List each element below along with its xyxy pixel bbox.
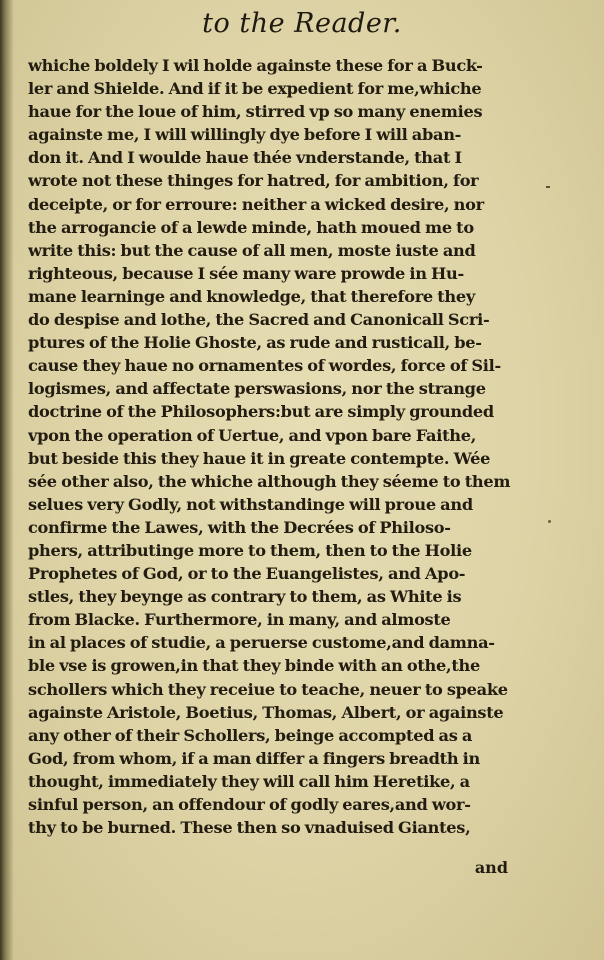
text-line: thought, immediately they will call him Heretike, a (28, 771, 470, 791)
text-line: God, from whom, if a man differ a fingers breadth in (28, 748, 480, 768)
text-line: thy to be burned. These then so vnaduised Giantes, (28, 818, 471, 838)
catchword: and (474, 858, 508, 877)
text-line: ble vse is growen,in that they binde with an othe,the (28, 656, 480, 676)
running-title: to the Reader. (202, 8, 402, 39)
text-line: but beside this they haue it in greate contempte. Wée (28, 448, 491, 468)
text-line: any other of their Schollers, beinge accompted as a (28, 725, 473, 745)
text-line: mane learninge and knowledge, that therefore they (28, 286, 476, 306)
text-line: in al places of studie, a peruerse custome,and damna- (28, 633, 495, 653)
text-line: whiche boldely I wil holde againste these for a Buck- (28, 56, 483, 75)
ink-spot (548, 520, 551, 523)
text-line: confirme the Lawes, with the Decrées of Philoso- (28, 517, 451, 537)
text-line: ler and Shielde. And if it be expedient for me,whiche (28, 79, 482, 99)
text-line: selues very Godly, not withstandinge will proue and (28, 494, 473, 514)
text-line: write this: but the cause of all men, moste iuste and (28, 240, 476, 260)
text-line: schollers which they receiue to teache, neuer to speake (28, 679, 508, 699)
text-line: ptures of the Holie Ghoste, as rude and rusticall, be- (28, 333, 482, 353)
text-line: vpon the operation of Uertue, and vpon bare Faithe, (28, 425, 477, 445)
text-line: deceipte, or for erroure: neither a wicked desire, nor (28, 194, 484, 214)
text-line: stles, they beynge as contrary to them, as White is (28, 587, 462, 607)
text-line: phers, attributinge more to them, then to the Holie (28, 540, 472, 560)
text-line: againste Aristole, Boetius, Thomas, Albert, or againste (28, 702, 504, 722)
text-line: haue for the loue of him, stirred vp so many enemies (28, 102, 483, 122)
text-line: from Blacke. Furthermore, in many, and almoste (28, 610, 451, 630)
text-line: the arrogancie of a lewde minde, hath moued me to (28, 217, 474, 237)
text-line: righteous, because I sée many ware prowde in Hu- (28, 263, 464, 283)
ink-spot (546, 186, 550, 188)
text-line: don it. And I woulde haue thée vnderstande, that I (28, 148, 462, 168)
text-line: doctrine of the Philosophers:but are simply grounded (28, 402, 494, 422)
text-line: Prophetes of God, or to the Euangelistes, and Apo- (28, 564, 466, 584)
text-line: cause they haue no ornamentes of wordes, force of Sil- (28, 356, 501, 376)
text-line: wrote not these thinges for hatred, for ambition, for (28, 171, 479, 191)
text-line: logismes, and affectate perswasions, nor the strange (28, 379, 486, 399)
body-text (28, 54, 580, 839)
text-line: againste me, I will willingly dye before I will aban- (28, 125, 462, 145)
text-line: sinful person, an offendour of godly eares,and wor- (28, 795, 471, 814)
text-line: sée other also, the whiche although they séeme to them (28, 471, 511, 491)
text-line: do despise and lothe, the Sacred and Canonicall Scri- (28, 310, 490, 330)
